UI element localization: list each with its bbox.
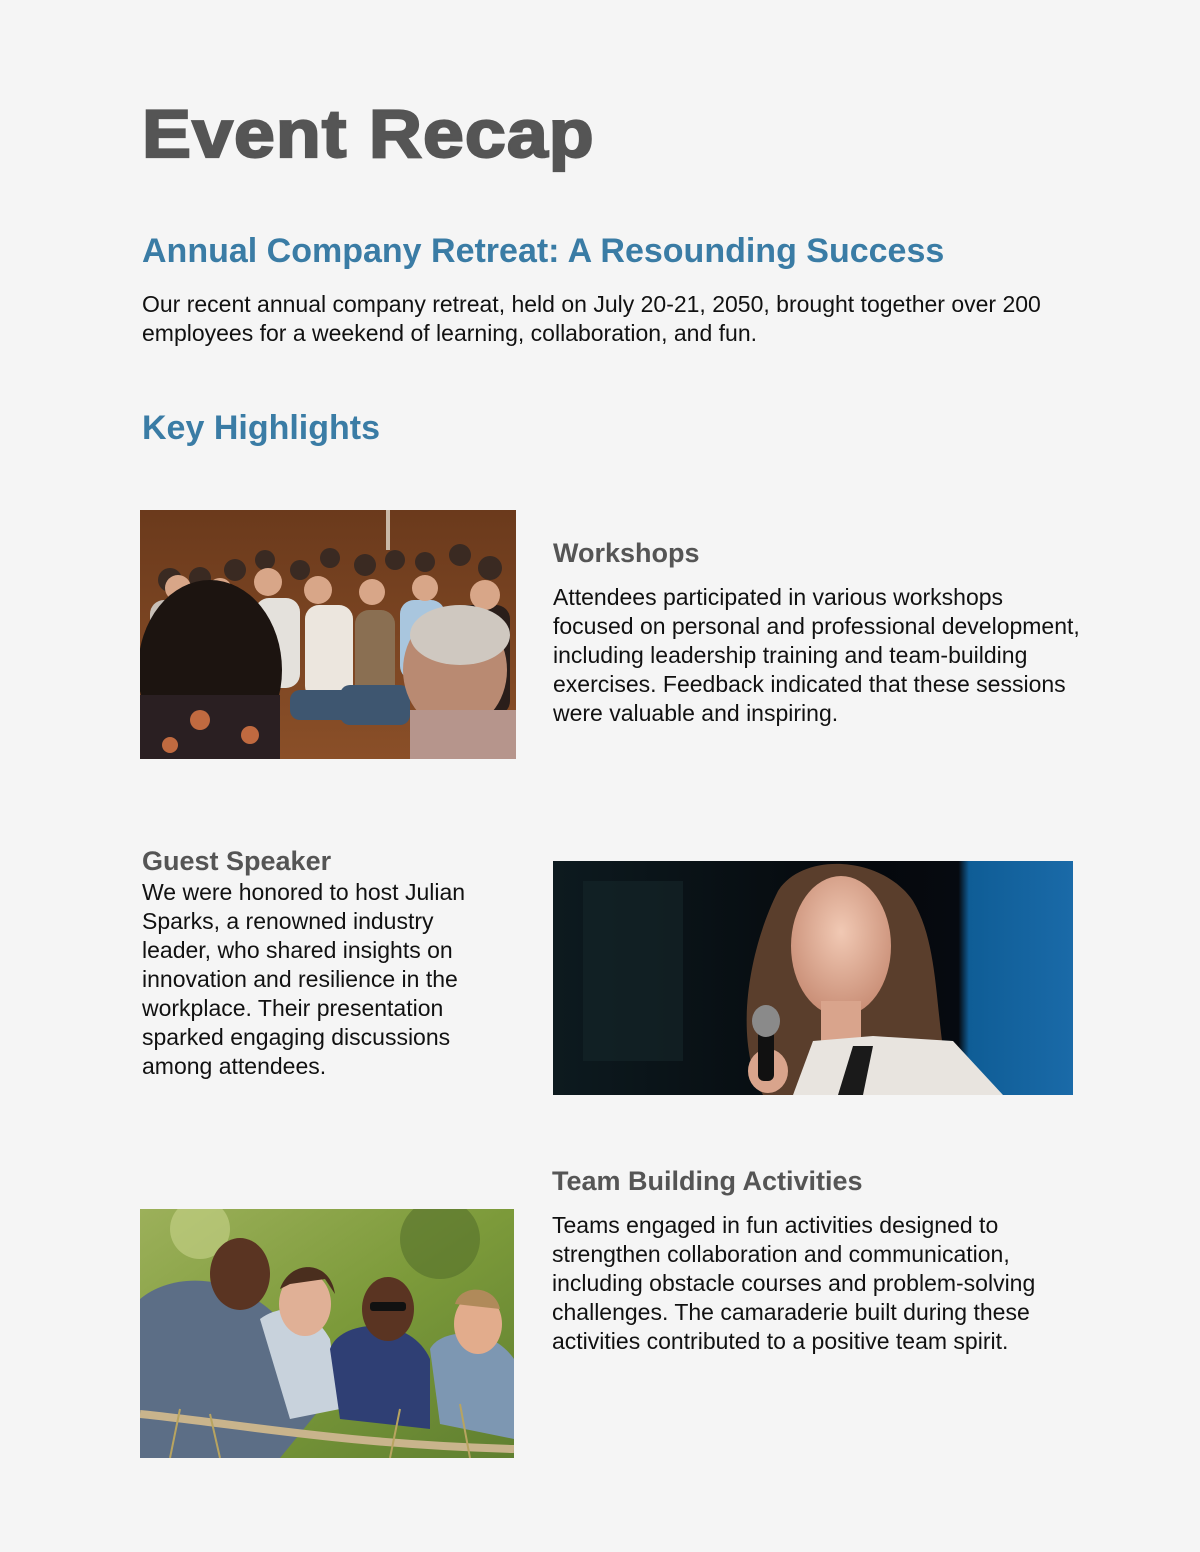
workshops-title: Workshops [553,538,700,568]
guest-speaker-photo [553,861,1073,1095]
workshops-text: Attendees participated in various workshops focused on personal and professional development, including leadership training and team-building exercises. Feedback indicated that these sessions were valuable and inspiring. [553,584,1080,726]
team-building-title: Team Building Activities [552,1166,863,1196]
highlights-heading: Key Highlights [142,409,381,447]
workshops-photo [140,510,516,759]
intro-text: Our recent annual company retreat, held on July 20-21, 2050, brought together over 200 employees for a weekend of learning, collaboration, and fun. [142,291,1041,346]
page-title: Event Recap [142,96,595,172]
guest-speaker-title: Guest Speaker [142,846,332,876]
team-building-text: Teams engaged in fun activities designed to strengthen collaboration and communication, including obstacle courses and problem-solving challenges. The camaraderie built during these activities contributed to a positive team spirit. [552,1212,1036,1354]
guest-speaker-text: We were honored to host Julian Sparks, a renowned industry leader, who shared insights on innovation and resilience in the workplace. Their presentation sparked engaging discussions among attendees. [142,879,466,1079]
intro-heading: Annual Company Retreat: A Resounding Success [142,232,945,270]
team-building-photo [140,1209,514,1458]
